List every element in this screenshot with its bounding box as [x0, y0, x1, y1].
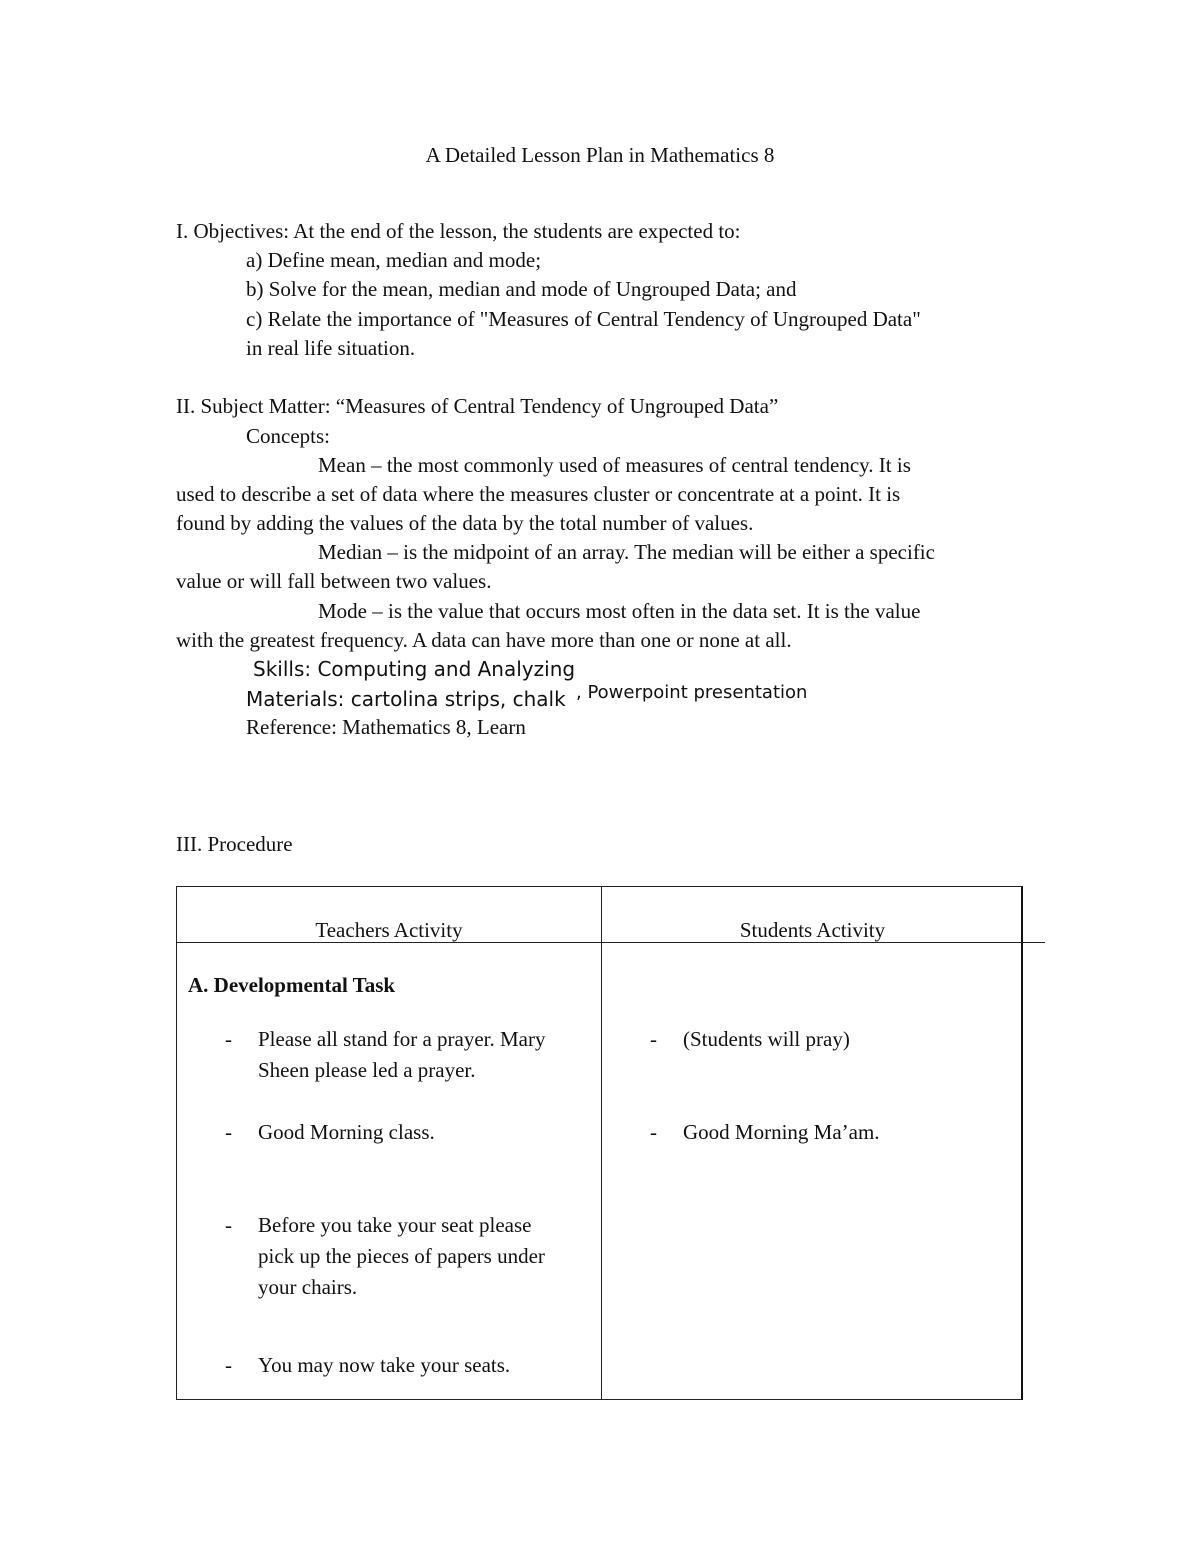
skills-line: Skills: Computing and Analyzing	[253, 657, 576, 681]
teacher-item-4: You may now take your seats.	[258, 1353, 511, 1377]
bullet-dash: -	[650, 1120, 657, 1144]
section-title: A. Developmental Task	[188, 973, 396, 997]
document-title: A Detailed Lesson Plan in Mathematics 8	[425, 143, 775, 167]
teacher-item-3-line-1: Before you take your seat please	[258, 1213, 532, 1237]
teacher-item-3-line-2: pick up the pieces of papers under	[258, 1244, 545, 1268]
teacher-item-3-line-3: your chairs.	[258, 1275, 358, 1299]
median-definition-line-1: Median – is the midpoint of an array. The median will be either a specific	[318, 540, 935, 564]
mode-definition-line-1: Mode – is the value that occurs most often in the data set. It is the value	[318, 599, 921, 623]
materials-addition: , Powerpoint presentation	[576, 682, 808, 703]
header-teachers-activity: Teachers Activity	[315, 918, 463, 942]
objective-c: c) Relate the importance of "Measures of Central Tendency of Ungrouped Data"	[246, 307, 921, 331]
objectives-heading: I. Objectives: At the end of the lesson, the students are expected to:	[176, 219, 741, 243]
mode-definition-line-2: with the greatest frequency. A data can have more than one or none at all.	[176, 628, 792, 652]
student-item-1: (Students will pray)	[683, 1027, 850, 1051]
teacher-item-2: Good Morning class.	[258, 1120, 435, 1144]
bullet-dash: -	[225, 1120, 232, 1144]
bullet-dash: -	[225, 1213, 232, 1237]
teacher-item-1-line-2: Sheen please led a prayer.	[258, 1058, 476, 1082]
materials-line: Materials: cartolina strips, chalk	[246, 687, 566, 711]
mean-definition-line-3: found by adding the values of the data by the total number of values.	[176, 511, 754, 535]
teacher-item-1-line-1: Please all stand for a prayer. Mary	[258, 1027, 546, 1051]
reference-line: Reference: Mathematics 8, Learn	[246, 715, 526, 739]
table-header-rule-overhang	[1023, 942, 1045, 943]
subject-matter-heading: II. Subject Matter: “Measures of Central Tendency of Ungrouped Data”	[176, 394, 779, 418]
objective-b: b) Solve for the mean, median and mode of Ungrouped Data; and	[246, 277, 797, 301]
table-column-divider	[601, 887, 602, 1399]
bullet-dash: -	[225, 1027, 232, 1051]
procedure-heading: III. Procedure	[176, 832, 293, 856]
header-students-activity: Students Activity	[739, 918, 886, 942]
mean-definition-line-1: Mean – the most commonly used of measures of central tendency. It is	[318, 453, 911, 477]
table-header-rule	[177, 942, 1023, 943]
mean-definition-line-2: used to describe a set of data where the measures cluster or concentrate at a point. It is	[176, 482, 901, 506]
objective-a: a) Define mean, median and mode;	[246, 248, 542, 272]
bullet-dash: -	[225, 1353, 232, 1377]
student-item-2: Good Morning Ma’am.	[683, 1120, 880, 1144]
bullet-dash: -	[650, 1027, 657, 1051]
concepts-label: Concepts:	[246, 424, 330, 448]
median-definition-line-2: value or will fall between two values.	[176, 569, 492, 593]
objective-c-continued: in real life situation.	[246, 336, 416, 360]
